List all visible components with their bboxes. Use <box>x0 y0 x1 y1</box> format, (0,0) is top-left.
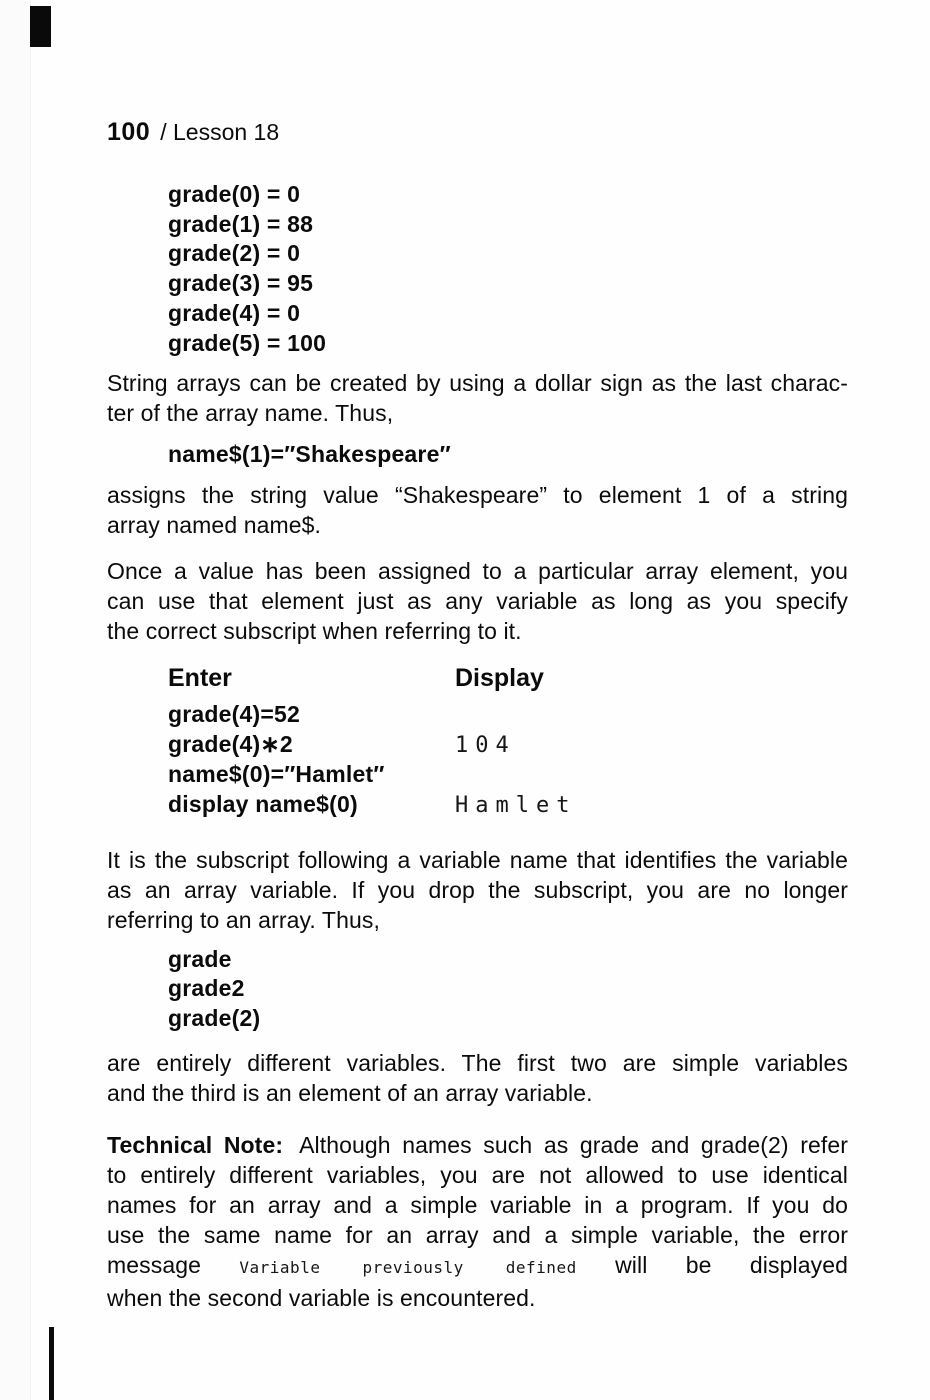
technical-note-line: to entirely different variables, you are not allowed to use identical <box>107 1161 848 1188</box>
paragraph-line: array named name$. <box>107 511 322 538</box>
paragraph-line: can use that element just as any variable as long as you specify <box>107 587 848 614</box>
scan-artifact-bottom-left <box>49 1327 54 1400</box>
table-row <box>168 790 848 821</box>
grade-assignments-code-block <box>168 180 848 358</box>
table-row <box>168 700 848 730</box>
code-line: grade2 <box>168 975 245 1002</box>
paragraph-subscript <box>107 845 848 935</box>
enter-column-header: Enter <box>168 663 232 692</box>
enter-display-table <box>168 663 848 821</box>
technical-note-line: use the same name for an array and a simple variable, the error <box>107 1221 848 1248</box>
shakespeare-code-block <box>168 440 848 470</box>
paragraph-line: as an array variable. If you drop the subscript, you are no longer <box>107 876 848 903</box>
enter-cell: grade(4)∗2 <box>168 730 293 757</box>
paragraph-line: the correct subscript when referring to it. <box>107 617 522 644</box>
page-content <box>107 118 848 1313</box>
paragraph-string-arrays <box>107 368 848 428</box>
table-header-row <box>168 663 848 693</box>
paragraph-line: and the third is an element of an array variable. <box>107 1079 593 1106</box>
paragraph-line: Once a value has been assigned to a particular array element, you <box>107 557 848 584</box>
paragraph-line: referring to an array. Thus, <box>107 906 380 933</box>
paragraph-line: are entirely different variables. The first two are simple variables <box>107 1049 848 1076</box>
lesson-label: / Lesson 18 <box>160 119 280 145</box>
paragraph-once-assigned <box>107 556 848 646</box>
table-row <box>168 760 848 790</box>
page-number: 100 <box>107 118 151 146</box>
enter-cell: display name$(0) <box>168 791 358 818</box>
technical-note-text: message <box>107 1251 202 1278</box>
enter-cell: name$(0)=″Hamlet″ <box>168 761 385 788</box>
code-line: grade(5) = 100 <box>168 329 327 356</box>
code-line: grade(3) = 95 <box>168 270 314 297</box>
paragraph-assigns <box>107 480 848 540</box>
technical-note-label: Technical Note: <box>107 1131 284 1158</box>
table-row <box>168 730 848 761</box>
code-line: grade <box>168 945 232 972</box>
code-line: grade(2) <box>168 1005 261 1032</box>
page-edge-shade <box>0 0 31 1400</box>
table-body <box>168 700 848 821</box>
code-line: grade(0) = 0 <box>168 181 301 207</box>
code-line: grade(1) = 88 <box>168 210 314 237</box>
display-cell: 104 <box>455 732 516 758</box>
technical-note-text: will be displayed <box>615 1251 848 1278</box>
display-cell: Hamlet <box>455 793 577 819</box>
enter-cell: grade(4)=52 <box>168 700 300 727</box>
display-column-header: Display <box>455 663 544 692</box>
code-line: name$(1)=″Shakespeare″ <box>168 441 451 468</box>
paragraph-different-variables <box>107 1048 848 1108</box>
error-message-text: Variable previously defined <box>239 1257 577 1277</box>
technical-note <box>107 1130 848 1313</box>
code-line: grade(2) = 0 <box>168 240 301 267</box>
technical-note-line <box>107 1130 848 1160</box>
scan-artifact-top-left <box>30 6 51 47</box>
code-line: grade(4) = 0 <box>168 299 301 326</box>
paragraph-line: assigns the string value “Shakespeare” to element 1 of a string <box>107 481 848 508</box>
technical-note-line <box>107 1250 848 1283</box>
grade-variables-code-block <box>168 945 848 1034</box>
technical-note-text: Although names such as grade and grade(2) refer <box>299 1131 848 1158</box>
technical-note-line: when the second variable is encountered. <box>107 1284 536 1311</box>
paragraph-line: It is the subscript following a variable name that identifies the variable <box>107 846 848 873</box>
paragraph-line: String arrays can be created by using a dollar sign as the last charac- <box>107 370 848 397</box>
page-header <box>107 118 848 146</box>
technical-note-line: names for an array and a simple variable in a program. If you do <box>107 1191 848 1218</box>
paragraph-line: ter of the array name. Thus, <box>107 400 394 427</box>
